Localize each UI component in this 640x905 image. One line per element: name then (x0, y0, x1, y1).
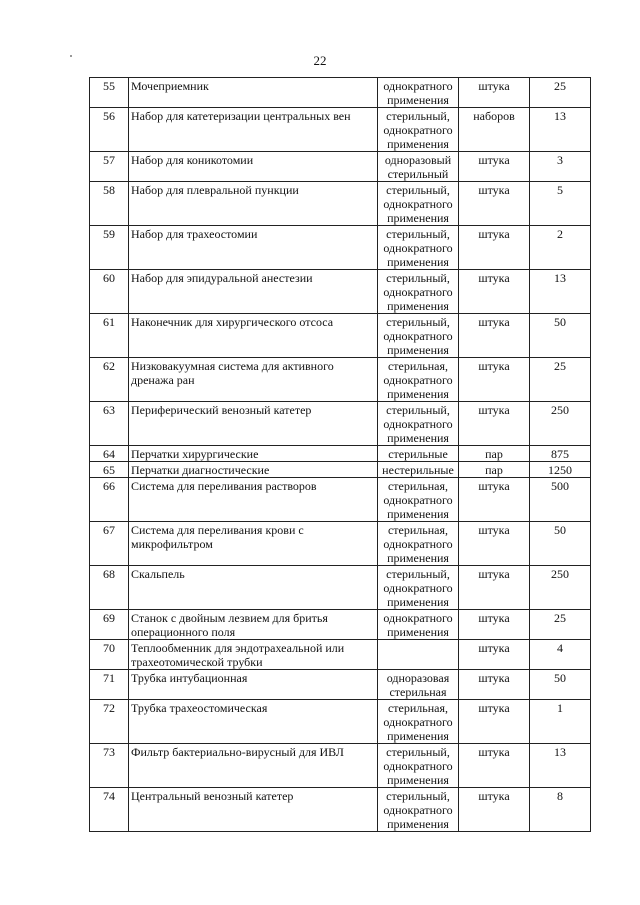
item-quantity: 250 (530, 566, 591, 610)
item-unit: штука (459, 152, 530, 182)
item-unit: штука (459, 670, 530, 700)
row-number: 59 (90, 226, 129, 270)
row-number: 57 (90, 152, 129, 182)
table-row (90, 640, 591, 670)
item-name: Набор для плевральной пункции (129, 182, 378, 226)
item-unit: штука (459, 700, 530, 744)
row-number: 69 (90, 610, 129, 640)
row-number: 63 (90, 402, 129, 446)
item-type: однократного применения (378, 78, 459, 108)
item-quantity: 4 (530, 640, 591, 670)
item-name: Набор для катетеризации центральных вен (129, 108, 378, 152)
item-unit: штука (459, 314, 530, 358)
item-type: нестерильные (378, 462, 459, 478)
item-unit: штука (459, 226, 530, 270)
item-quantity: 13 (530, 744, 591, 788)
item-quantity: 500 (530, 478, 591, 522)
row-number: 64 (90, 446, 129, 462)
item-name: Набор для трахеостомии (129, 226, 378, 270)
item-unit: наборов (459, 108, 530, 152)
item-name: Периферический венозный катетер (129, 402, 378, 446)
row-number: 58 (90, 182, 129, 226)
item-quantity: 875 (530, 446, 591, 462)
table-row (90, 788, 591, 832)
item-quantity: 5 (530, 182, 591, 226)
row-number: 55 (90, 78, 129, 108)
item-unit: штука (459, 788, 530, 832)
table-row (90, 108, 591, 152)
item-name: Скальпель (129, 566, 378, 610)
item-name: Система для переливания крови с микрофильтром (129, 522, 378, 566)
table-row (90, 462, 591, 478)
table-row (90, 744, 591, 788)
table-row (90, 270, 591, 314)
item-type: стерильный, однократного применения (378, 788, 459, 832)
table-row (90, 314, 591, 358)
item-name: Станок с двойным лезвием для бритья операционного поля (129, 610, 378, 640)
table-row (90, 700, 591, 744)
item-type: стерильный, однократного применения (378, 182, 459, 226)
item-type: стерильный, однократного применения (378, 566, 459, 610)
item-name: Трубка трахеостомическая (129, 700, 378, 744)
item-name: Перчатки диагностические (129, 462, 378, 478)
item-type: стерильный, однократного применения (378, 744, 459, 788)
item-unit: штука (459, 182, 530, 226)
table-row (90, 446, 591, 462)
item-type: однократного применения (378, 610, 459, 640)
item-type: стерильная, однократного применения (378, 522, 459, 566)
item-name: Центральный венозный катетер (129, 788, 378, 832)
item-quantity: 50 (530, 670, 591, 700)
row-number: 73 (90, 744, 129, 788)
table-row (90, 78, 591, 108)
item-unit: штука (459, 478, 530, 522)
item-quantity: 250 (530, 402, 591, 446)
item-quantity: 50 (530, 314, 591, 358)
item-quantity: 50 (530, 522, 591, 566)
item-quantity: 25 (530, 610, 591, 640)
row-number: 56 (90, 108, 129, 152)
item-name: Перчатки хирургические (129, 446, 378, 462)
row-number: 74 (90, 788, 129, 832)
item-name: Наконечник для хирургического отсоса (129, 314, 378, 358)
item-quantity: 8 (530, 788, 591, 832)
table-row (90, 566, 591, 610)
item-type: одноразовая стерильная (378, 670, 459, 700)
item-name: Система для переливания растворов (129, 478, 378, 522)
page-number: 22 (313, 53, 327, 68)
table-row (90, 670, 591, 700)
item-unit: штука (459, 78, 530, 108)
table-row (90, 226, 591, 270)
item-type: одноразовый стерильный (378, 152, 459, 182)
item-unit: пар (459, 462, 530, 478)
supplies-table (89, 77, 591, 832)
table-row (90, 182, 591, 226)
item-quantity: 13 (530, 270, 591, 314)
row-number: 71 (90, 670, 129, 700)
item-quantity: 25 (530, 78, 591, 108)
item-name: Мочеприемник (129, 78, 378, 108)
row-number: 72 (90, 700, 129, 744)
item-quantity: 25 (530, 358, 591, 402)
supplies-table-body (90, 78, 591, 832)
item-unit: штука (459, 610, 530, 640)
table-row (90, 478, 591, 522)
row-number: 70 (90, 640, 129, 670)
item-unit: штука (459, 744, 530, 788)
row-number: 60 (90, 270, 129, 314)
item-unit: штука (459, 522, 530, 566)
item-name: Теплообменник для эндотрахеальной или трахеотомической трубки (129, 640, 378, 670)
item-type: стерильный, однократного применения (378, 108, 459, 152)
item-type: стерильный, однократного применения (378, 314, 459, 358)
item-quantity: 1 (530, 700, 591, 744)
item-quantity: 13 (530, 108, 591, 152)
item-name: Фильтр бактериально-вирусный для ИВЛ (129, 744, 378, 788)
item-unit: пар (459, 446, 530, 462)
table-row (90, 152, 591, 182)
row-number: 65 (90, 462, 129, 478)
item-unit: штука (459, 640, 530, 670)
item-name: Набор для коникотомии (129, 152, 378, 182)
item-type: стерильный, однократного применения (378, 226, 459, 270)
table-row (90, 358, 591, 402)
item-unit: штука (459, 402, 530, 446)
item-name: Низковакуумная система для активного дренажа ран (129, 358, 378, 402)
item-unit: штука (459, 566, 530, 610)
row-number: 67 (90, 522, 129, 566)
item-type: стерильные (378, 446, 459, 462)
item-quantity: 1250 (530, 462, 591, 478)
item-unit: штука (459, 358, 530, 402)
item-type: стерильный, однократного применения (378, 402, 459, 446)
item-type: стерильный, однократного применения (378, 270, 459, 314)
row-number: 61 (90, 314, 129, 358)
item-quantity: 3 (530, 152, 591, 182)
item-type (378, 640, 459, 670)
row-number: 68 (90, 566, 129, 610)
item-name: Трубка интубационная (129, 670, 378, 700)
row-number: 62 (90, 358, 129, 402)
item-type: стерильная, однократного применения (378, 478, 459, 522)
item-type: стерильная, однократного применения (378, 700, 459, 744)
item-type: стерильная, однократного применения (378, 358, 459, 402)
table-row (90, 610, 591, 640)
item-unit: штука (459, 270, 530, 314)
item-name: Набор для эпидуральной анестезии (129, 270, 378, 314)
row-number: 66 (90, 478, 129, 522)
table-row (90, 402, 591, 446)
table-row (90, 522, 591, 566)
item-quantity: 2 (530, 226, 591, 270)
